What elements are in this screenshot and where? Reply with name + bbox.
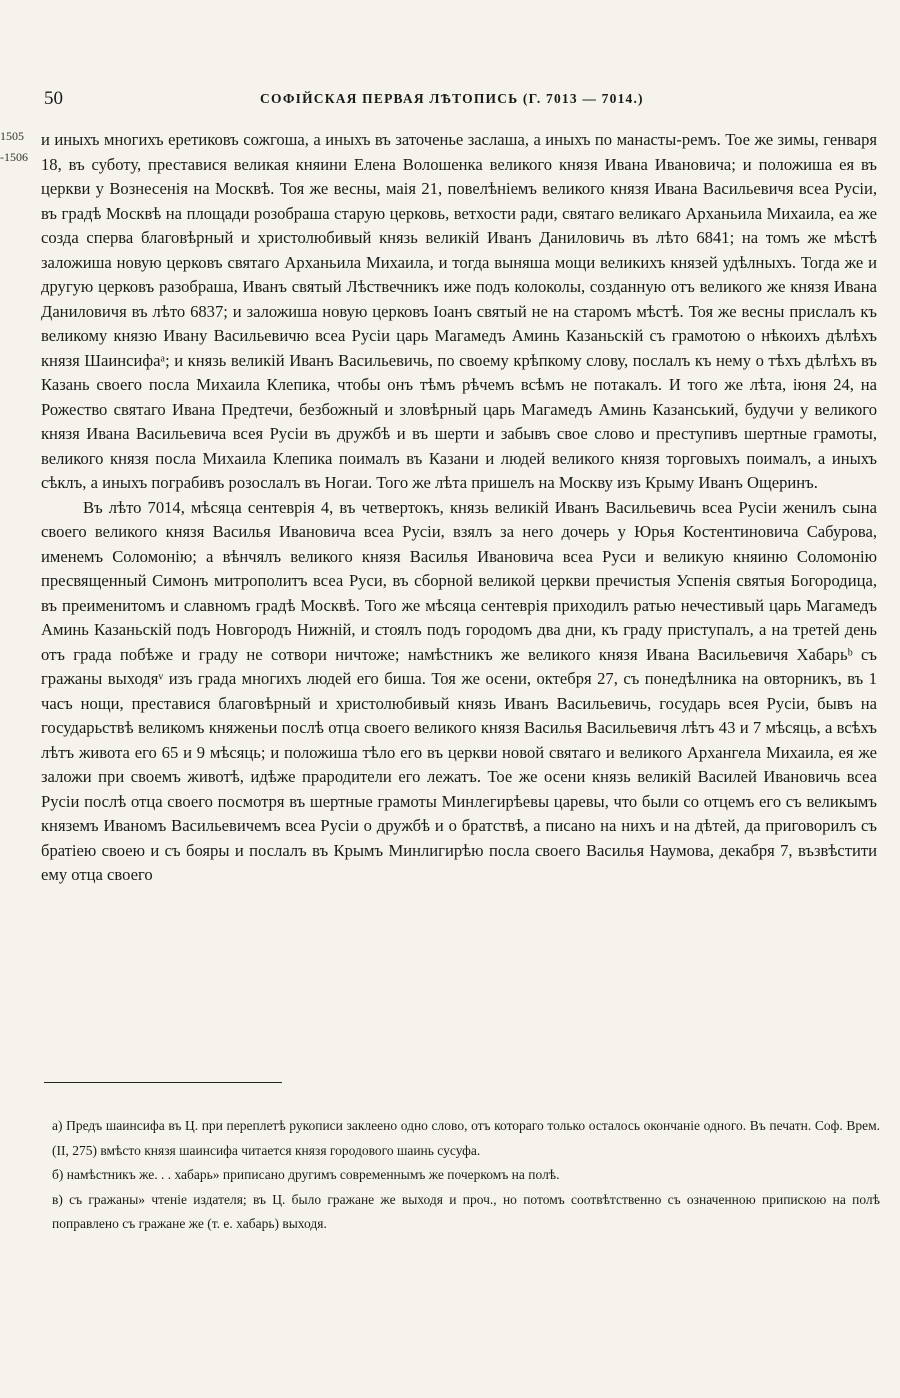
footnote-separator (44, 1082, 282, 1083)
margin-year-end: -1506 (0, 150, 28, 164)
page-header (40, 88, 860, 112)
footnote-a: а) Предъ шаинсифа въ Ц. при переплетѣ рукописи заклеено одно слово, отъ котораго только осталось окончаніе одного. Въ печатн. Соф. Врем. (II, 275) вмѣсто князя шаинсифа читается князя городового шаинь сусуфа. (52, 1118, 880, 1158)
paragraph: Въ лѣто 7014, мѣсяца сентеврія 4, въ четвертокъ, князь великій Иванъ Васильевичь всеа Русіи женилъ сына своего великого князя Василья Ивановича всеа Русіи, взялъ за него дочерь у Юрья Костентиновича Сабурова, именемъ Соломонію; а вѣнчялъ великого князя Василья Ивановича всеа Руси и великую княиню Соломонію пресвященный Симонъ митрополитъ всеа Руси, въ сборной великой церкви пречистыя Успенія святыя Богородица, въ преименитомъ и славномъ градѣ Москвѣ. Того же мѣсяца сентеврія приходилъ ратью нечестивый царь Магамедъ Аминь Казаньскій подъ Новгородъ Нижній, и стоялъ подъ городомъ два дни, къ граду приступалъ, а на третей день отъ града побѣже и граду не сотвори ничтоже; намѣстникъ же великого князя Ивана Васильевичя Хабарьᵇ съ гражаны выходяᵛ изъ града многихъ людей его биша. Тоя же осени, октебря 27, съ понедѣлника на овторникъ, въ 1 часъ нощи, преставися благовѣрный и христолюбивый князь Иванъ Васильевичь, государь всея Русіи, бывъ на государьствѣ великомъ княженьи послѣ отца своего великого князя Василья Васильевичя лѣтъ 43 и 7 мѣсяць, а всѣхъ лѣтъ живота его 65 и 9 мѣсяць; и положиша тѣло его въ церкви новой святаго и великого Архангела Михаила, ея же заложи при своемъ животѣ, идѣже прародители его лежатъ. Тое же осени князь великій Василей Ивановичь всеа Русіи послѣ отца своего посмотря въ шертные грамоты Минлегирѣевы царевы, что были со отцемъ его съ великымъ княземъ Иваномъ Васильевичемъ всеа Русіи о дружбѣ и о братствѣ, а писано на нихъ и на дѣтей, да приговорилъ съ братіею своею и съ бояры и послалъ въ Крымъ Минлигирѣю посла своего Василья Наумова, декабря 7, възвѣстити ему отца своего (41, 497, 877, 884)
margin-year-start: 1505 (0, 129, 24, 143)
footnotes (52, 1114, 880, 1237)
paragraph: и иныхъ многихъ еретиковъ сожгоша, а иныхъ въ заточенье заслаша, а иныхъ по манасты-ремъ. Тое же зимы, генваря 18, въ суботу, преставися великая княини Елена Волошенка великого князя Ивана Ивановича; и положиша ея въ церкви у Вознесенія на Москвѣ. Тоя же весны, маія 21, повелѣніемъ великого князя Ивана Васильевичя всеа Русіи, въ градѣ Москвѣ на площади розобраша старую церковь, ветхости ради, святаго великаго Арханьила Михаила, еа же созда сперва благовѣрный и христолюбивый князь великій Иванъ Даниловичь въ лѣто 6841; на томъ же мѣстѣ заложиша новую церковъ святаго Арханьила Михаила, и тогда выняша мощи великихъ князей удѣлныхъ. Тогда же и другую церковъ разобраша, Иванъ святый Лѣствечникъ иже подъ колоколы, созданную отъ великого же князя Ивана Даниловичя въ лѣто 6837; и заложиша новую церковъ Іоанъ святый не на старомъ мѣстѣ. Тоя же весны прислалъ къ великому князю Ивану Васильевичю всеа Русіи царь Магамедъ Аминь Казаньскій съ грамотою о нѣкоихъ дѣлѣхъ князя Шаинсифаᵃ; и князь великій Иванъ Васильевичь, по своему крѣпкому слову, послалъ къ нему о тѣхъ дѣлѣхъ въ Казань своего посла Михаила Клепика, чтобы онъ тѣмъ рѣчемъ всѣмъ не потакалъ. И того же лѣта, іюня 24, на Рожество святаго Ивана Предтечи, безбожный и зловѣрный царь Магамедъ Аминь Казанський, будучи у великого князя Ивана Васильевича всея Русіи въ дружбѣ и въ шерти и забывъ свое слово и преступивъ шертные грамоты, великого князя посла Михаила Клепика поималъ въ Казани и людей великого князя торговыхъ поималъ, а иныхъ сѣклъ, а иныхъ пограбивъ розослалъ въ Ногаи. Того же лѣта пришелъ на Москву изъ Крыму Иванъ Ощеринъ. (41, 130, 877, 492)
footnote-c: в) съ гражаны» чтеніе издателя; въ Ц. было гражане же выходя и проч., но потомъ соотвѣтственно съ означенною припискою на полѣ поправлено съ гражане же (т. е. хабарь) выходя. (52, 1191, 880, 1231)
page-number: 50 (44, 88, 63, 109)
chronicle-text (41, 128, 877, 888)
running-title: СОФІЙСКАЯ ПЕРВАЯ ЛѢТОПИСЬ (Г. 7013 — 7014.) (260, 91, 644, 106)
footnote-b: б) намѣстникъ же. . . хабарь» приписано другимъ современнымъ же почеркомъ на полѣ. (52, 1167, 560, 1182)
